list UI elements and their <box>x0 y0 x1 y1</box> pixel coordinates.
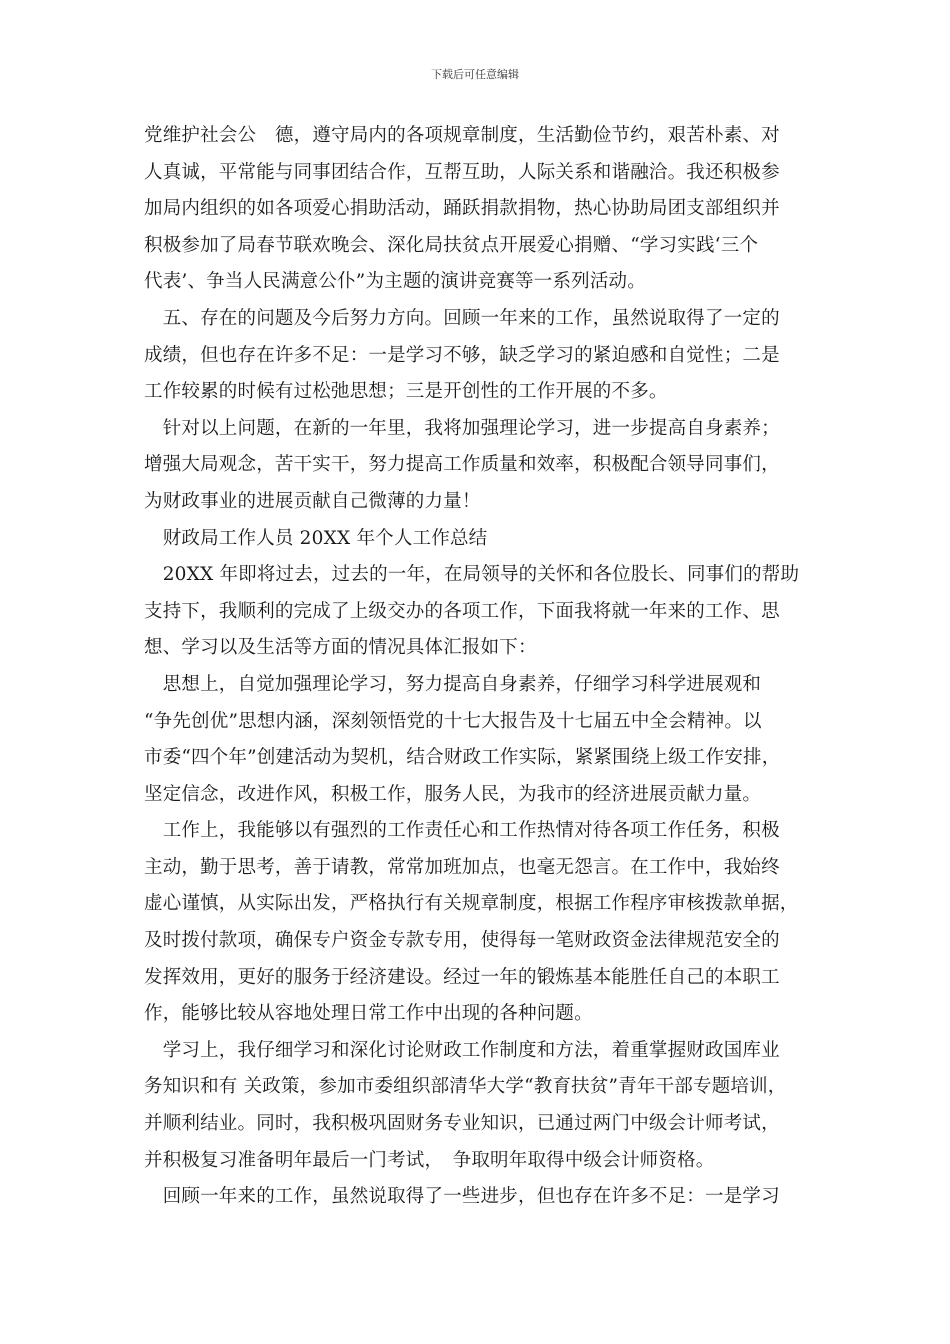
text-line: 人真诚，平常能与同事团结合作，互帮互助，人际关系和谐融洽。我还积极参 <box>144 161 780 183</box>
text-line: 务知识和有 关政策，参加市委组织部清华大学“教育扶贫”青年干部专题培训， <box>144 1076 787 1098</box>
text-line: 思想上，自觉加强理论学习，努力提高自身素养，仔细学习科学进展观和 <box>144 673 762 695</box>
text-line: 并顺利结业。同时，我积极巩固财务专业知识，已通过两门中级会计师考试， <box>144 1113 780 1135</box>
text-line: 主动，勤于思考，善于请教，常常加班加点，也毫无怨言。在工作中，我始终 <box>144 856 780 878</box>
document-body <box>144 118 824 1216</box>
text-line: 发挥效用，更好的服务于经济建设。经过一年的锻炼基本能胜任自己的本职工 <box>144 966 780 988</box>
page-header: 下载后可任意编辑 <box>431 68 519 81</box>
text-line: 为财政事业的进展贡献自己微薄的力量！ <box>144 490 481 512</box>
section-title: 财政局工作人员 20XX 年个人工作总结 <box>144 527 488 549</box>
text-line: 加局内组织的如各项爱心捐助活动，踊跃捐款捐物，热心协助局团支部组织并 <box>144 198 780 220</box>
text-line: 代表’、争当人民满意公仆”为主题的演讲竞赛等一系列活动。 <box>144 271 646 293</box>
text-line: 五、存在的问题及今后努力方向。回顾一年来的工作，虽然说取得了一定的 <box>144 307 780 329</box>
text-line: 工作上，我能够以有强烈的工作责任心和工作热情对待各项工作任务，积极 <box>144 820 780 842</box>
text-line: 20XX 年即将过去，过去的一年，在局领导的关怀和各位股长、同事们的帮助 <box>144 564 800 586</box>
text-line: 想、学习以及生活等方面的情况具体汇报如下： <box>144 637 537 659</box>
text-line: 虚心谨慎，从实际出发，严格执行有关规章制度，根据工作程序审核拨款单据， <box>144 893 799 915</box>
text-line: 工作较累的时候有过松弛思想；三是开创性的工作开展的不多。 <box>144 381 668 403</box>
text-line: 学习上，我仔细学习和深化讨论财政工作制度和方法，着重掌握财政国库业 <box>144 1039 780 1061</box>
text-line: 成绩，但也存在许多不足：一是学习不够，缺乏学习的紧迫感和自觉性；二是 <box>144 344 780 366</box>
text-line: 回顾一年来的工作，虽然说取得了一些进步，但也存在许多不足：一是学习 <box>144 1186 780 1208</box>
text-line: 市委“四个年”创建活动为契机，结合财政工作实际，紧紧围绕上级工作安排， <box>144 747 781 769</box>
text-line: 及时拨付款项，确保专户资金专款专用，使得每一笔财政资金法律规范安全的 <box>144 930 780 952</box>
text-line: 支持下，我顺利的完成了上级交办的各项工作，下面我将就一年来的工作、思 <box>144 600 780 622</box>
text-line: “争先创优”思想内涵，深刻领悟党的十七大报告及十七届五中全会精神。以 <box>144 710 762 732</box>
text-line: 并积极复习准备明年最后一门考试， 争取明年取得中级会计师资格。 <box>144 1149 715 1171</box>
text-line: 针对以上问题，在新的一年里，我将加强理论学习，进一步提高自身素养； <box>144 417 780 439</box>
text-line: 坚定信念，改进作风，积极工作，服务人民，为我市的经济进展贡献力量。 <box>144 783 762 805</box>
text-line: 党维护社会公 德，遵守局内的各项规章制度，生活勤俭节约，艰苦朴素、对 <box>144 125 780 146</box>
text-line: 增强大局观念，苦干实干，努力提高工作质量和效率，积极配合领导同事们， <box>144 454 780 476</box>
text-line: 作，能够比较从容地处理日常工作中出现的各种问题。 <box>144 1003 593 1025</box>
text-line: 积极参加了局春节联欢晚会、深化局扶贫点开展爱心捐赠、“学习实践‘三个 <box>144 234 759 256</box>
